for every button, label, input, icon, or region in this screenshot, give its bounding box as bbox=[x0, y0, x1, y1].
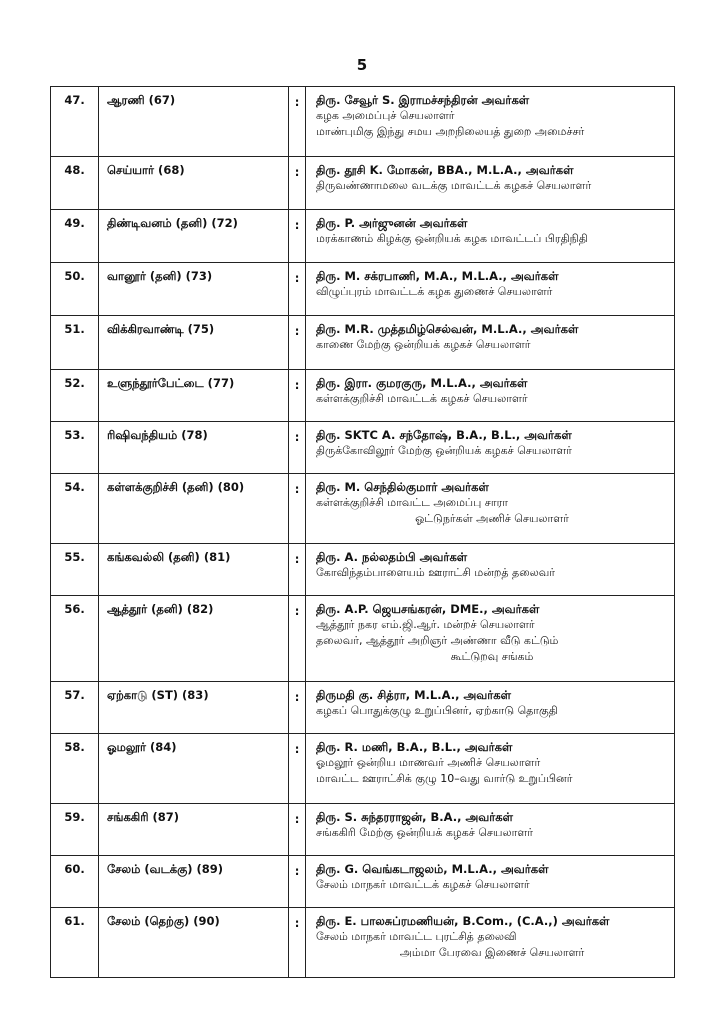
constituency-name: வானூர் (தனி) (73) bbox=[99, 263, 289, 316]
candidate-name: திரு. G. வெங்கடாஜலம், M.L.A., அவர்கள் bbox=[316, 862, 549, 876]
candidate-details bbox=[306, 856, 675, 908]
constituency-name: சங்ககிரி (87) bbox=[99, 804, 289, 856]
table-row bbox=[51, 316, 675, 370]
candidate-position: ஆத்தூர் நகர எம்.ஜி.ஆர். மன்றச் செயலாளர் bbox=[316, 618, 535, 631]
colon-separator: : bbox=[289, 856, 306, 908]
colon-separator: : bbox=[289, 734, 306, 804]
colon-separator: : bbox=[289, 263, 306, 316]
table-row bbox=[51, 157, 675, 210]
candidates-table bbox=[50, 86, 675, 978]
candidate-position: மாவட்ட ஊராட்சிக் குழு 10–வது வார்டு உறுப்பினர் bbox=[316, 772, 573, 785]
candidate-name: திரு. P. அர்ஜுனன் அவர்கள் bbox=[316, 216, 468, 230]
table-row bbox=[51, 474, 675, 544]
candidate-name: திரு. M. சக்ரபாணி, M.A., M.L.A., அவர்கள் bbox=[316, 269, 559, 283]
candidate-details bbox=[306, 908, 675, 978]
serial-number: 56. bbox=[51, 596, 99, 682]
table-row bbox=[51, 87, 675, 157]
table-row bbox=[51, 682, 675, 734]
candidate-details bbox=[306, 87, 675, 157]
candidate-position: தலைவர், ஆத்தூர் அறிஞர் அண்ணா வீடு கட்டும் bbox=[316, 634, 559, 647]
candidate-position: மரக்காணம் கிழக்கு ஒன்றியக் கழக மாவட்டப் பிரதிநிதி bbox=[316, 232, 588, 245]
candidate-position: விழுப்புரம் மாவட்டக் கழக துணைச் செயலாளர் bbox=[316, 285, 553, 298]
constituency-name: திண்டிவனம் (தனி) (72) bbox=[99, 210, 289, 263]
constituency-name: சேலம் (தெற்கு) (90) bbox=[99, 908, 289, 978]
colon-separator: : bbox=[289, 908, 306, 978]
colon-separator: : bbox=[289, 316, 306, 370]
candidate-position: மாண்புமிகு இந்து சமய அறநிலையத் துறை அமைச்சர் bbox=[316, 125, 585, 138]
colon-separator: : bbox=[289, 210, 306, 263]
candidate-name: திரு. சேவூர் S. இராமச்சந்திரன் அவர்கள் bbox=[316, 93, 530, 107]
table-row bbox=[51, 422, 675, 474]
candidate-name: திரு. இரா. குமரகுரு, M.L.A., அவர்கள் bbox=[316, 376, 528, 390]
candidate-position: கோவிந்தம்பாளையம் ஊராட்சி மன்றத் தலைவர் bbox=[316, 566, 556, 579]
candidate-position: கூட்டுறவு சங்கம் bbox=[450, 650, 534, 663]
candidate-name: திரு. S. சுந்தரராஜன், B.A., அவர்கள் bbox=[316, 810, 513, 824]
table-row bbox=[51, 263, 675, 316]
constituency-name: கள்ளக்குறிச்சி (தனி) (80) bbox=[99, 474, 289, 544]
serial-number: 57. bbox=[51, 682, 99, 734]
candidate-name: திருமதி கு. சித்ரா, M.L.A., அவர்கள் bbox=[316, 688, 511, 702]
serial-number: 53. bbox=[51, 422, 99, 474]
serial-number: 60. bbox=[51, 856, 99, 908]
candidate-position: சேலம் மாநகர் மாவட்டக் கழகச் செயலாளர் bbox=[316, 878, 530, 891]
candidate-details bbox=[306, 596, 675, 682]
constituency-name: செய்யார் (68) bbox=[99, 157, 289, 210]
candidate-details bbox=[306, 210, 675, 263]
serial-number: 47. bbox=[51, 87, 99, 157]
candidate-details bbox=[306, 474, 675, 544]
serial-number: 48. bbox=[51, 157, 99, 210]
candidate-name: திரு. M. செந்தில்குமார் அவர்கள் bbox=[316, 480, 489, 494]
constituency-name: ஏற்காடு (ST) (83) bbox=[99, 682, 289, 734]
candidate-details bbox=[306, 544, 675, 596]
candidate-name: திரு. A.P. ஜெயசங்கரன், DME., அவர்கள் bbox=[316, 602, 540, 616]
serial-number: 54. bbox=[51, 474, 99, 544]
candidate-position: சேலம் மாநகர் மாவட்ட புரட்சித் தலைவி bbox=[316, 930, 517, 943]
colon-separator: : bbox=[289, 474, 306, 544]
table-row bbox=[51, 856, 675, 908]
serial-number: 59. bbox=[51, 804, 99, 856]
table-row bbox=[51, 734, 675, 804]
table-row bbox=[51, 544, 675, 596]
serial-number: 52. bbox=[51, 370, 99, 422]
constituency-name: ஆத்தூர் (தனி) (82) bbox=[99, 596, 289, 682]
table-row bbox=[51, 596, 675, 682]
serial-number: 58. bbox=[51, 734, 99, 804]
candidate-details bbox=[306, 422, 675, 474]
serial-number: 61. bbox=[51, 908, 99, 978]
serial-number: 55. bbox=[51, 544, 99, 596]
candidate-position: திருவண்ணாமலை வடக்கு மாவட்டக் கழகச் செயலாளர் bbox=[316, 179, 592, 192]
candidate-position: சங்ககிரி மேற்கு ஒன்றியக் கழகச் செயலாளர் bbox=[316, 826, 534, 839]
candidate-name: திரு. SKTC A. சந்தோஷ், B.A., B.L., அவர்கள் bbox=[316, 428, 572, 442]
candidate-details bbox=[306, 157, 675, 210]
candidate-position: கழகப் பொதுக்குழு உறுப்பினர், ஏற்காடு தொகுதி bbox=[316, 704, 558, 717]
candidate-details bbox=[306, 316, 675, 370]
candidate-position: அம்மா பேரவை இணைச் செயலாளர் bbox=[399, 946, 585, 959]
colon-separator: : bbox=[289, 682, 306, 734]
colon-separator: : bbox=[289, 370, 306, 422]
colon-separator: : bbox=[289, 804, 306, 856]
colon-separator: : bbox=[289, 544, 306, 596]
candidate-position: ஓட்டுநர்கள் அணிச் செயலாளர் bbox=[415, 512, 569, 525]
candidate-details bbox=[306, 804, 675, 856]
candidate-position: கள்ளக்குறிச்சி மாவட்டக் கழகச் செயலாளர் bbox=[316, 392, 528, 405]
candidate-name: திரு. M.R. முத்தமிழ்செல்வன், M.L.A., அவர்கள் bbox=[316, 322, 579, 336]
constituency-name: விக்கிரவாண்டி (75) bbox=[99, 316, 289, 370]
candidate-details bbox=[306, 370, 675, 422]
candidate-position: திருக்கோவிலூர் மேற்கு ஒன்றியக் கழகச் செயலாளர் bbox=[316, 444, 572, 457]
candidate-name: திரு. A. நல்லதம்பி அவர்கள் bbox=[316, 550, 468, 564]
colon-separator: : bbox=[289, 87, 306, 157]
serial-number: 51. bbox=[51, 316, 99, 370]
colon-separator: : bbox=[289, 422, 306, 474]
table-row bbox=[51, 908, 675, 978]
serial-number: 49. bbox=[51, 210, 99, 263]
serial-number: 50. bbox=[51, 263, 99, 316]
colon-separator: : bbox=[289, 596, 306, 682]
candidate-position: காணை மேற்கு ஒன்றியக் கழகச் செயலாளர் bbox=[316, 338, 531, 351]
constituency-name: ரிஷிவந்தியம் (78) bbox=[99, 422, 289, 474]
table-row bbox=[51, 370, 675, 422]
colon-separator: : bbox=[289, 157, 306, 210]
constituency-name: கங்கவல்லி (தனி) (81) bbox=[99, 544, 289, 596]
table-row bbox=[51, 210, 675, 263]
constituency-name: ஓமலூர் (84) bbox=[99, 734, 289, 804]
candidate-position: ஓமலூர் ஒன்றிய மாணவர் அணிச் செயலாளர் bbox=[316, 756, 541, 769]
candidate-name: திரு. தூசி K. மோகன், BBA., M.L.A., அவர்கள் bbox=[316, 163, 574, 177]
constituency-name: உளுந்தூர்பேட்டை (77) bbox=[99, 370, 289, 422]
candidate-name: திரு. R. மணி, B.A., B.L., அவர்கள் bbox=[316, 740, 513, 754]
candidate-position: கள்ளக்குறிச்சி மாவட்ட அமைப்பு சாரா bbox=[316, 496, 509, 509]
constituency-name: ஆரணி (67) bbox=[99, 87, 289, 157]
candidate-details bbox=[306, 263, 675, 316]
candidate-position: கழக அமைப்புச் செயலாளர் bbox=[316, 109, 455, 122]
candidates-table-body bbox=[51, 87, 675, 978]
constituency-name: சேலம் (வடக்கு) (89) bbox=[99, 856, 289, 908]
candidate-details bbox=[306, 734, 675, 804]
candidate-name: திரு. E. பாலசுப்ரமணியன், B.Com., (C.A.,) அவர்கள் bbox=[316, 914, 610, 928]
candidate-details bbox=[306, 682, 675, 734]
table-row bbox=[51, 804, 675, 856]
page-number: 5 bbox=[356, 56, 368, 74]
